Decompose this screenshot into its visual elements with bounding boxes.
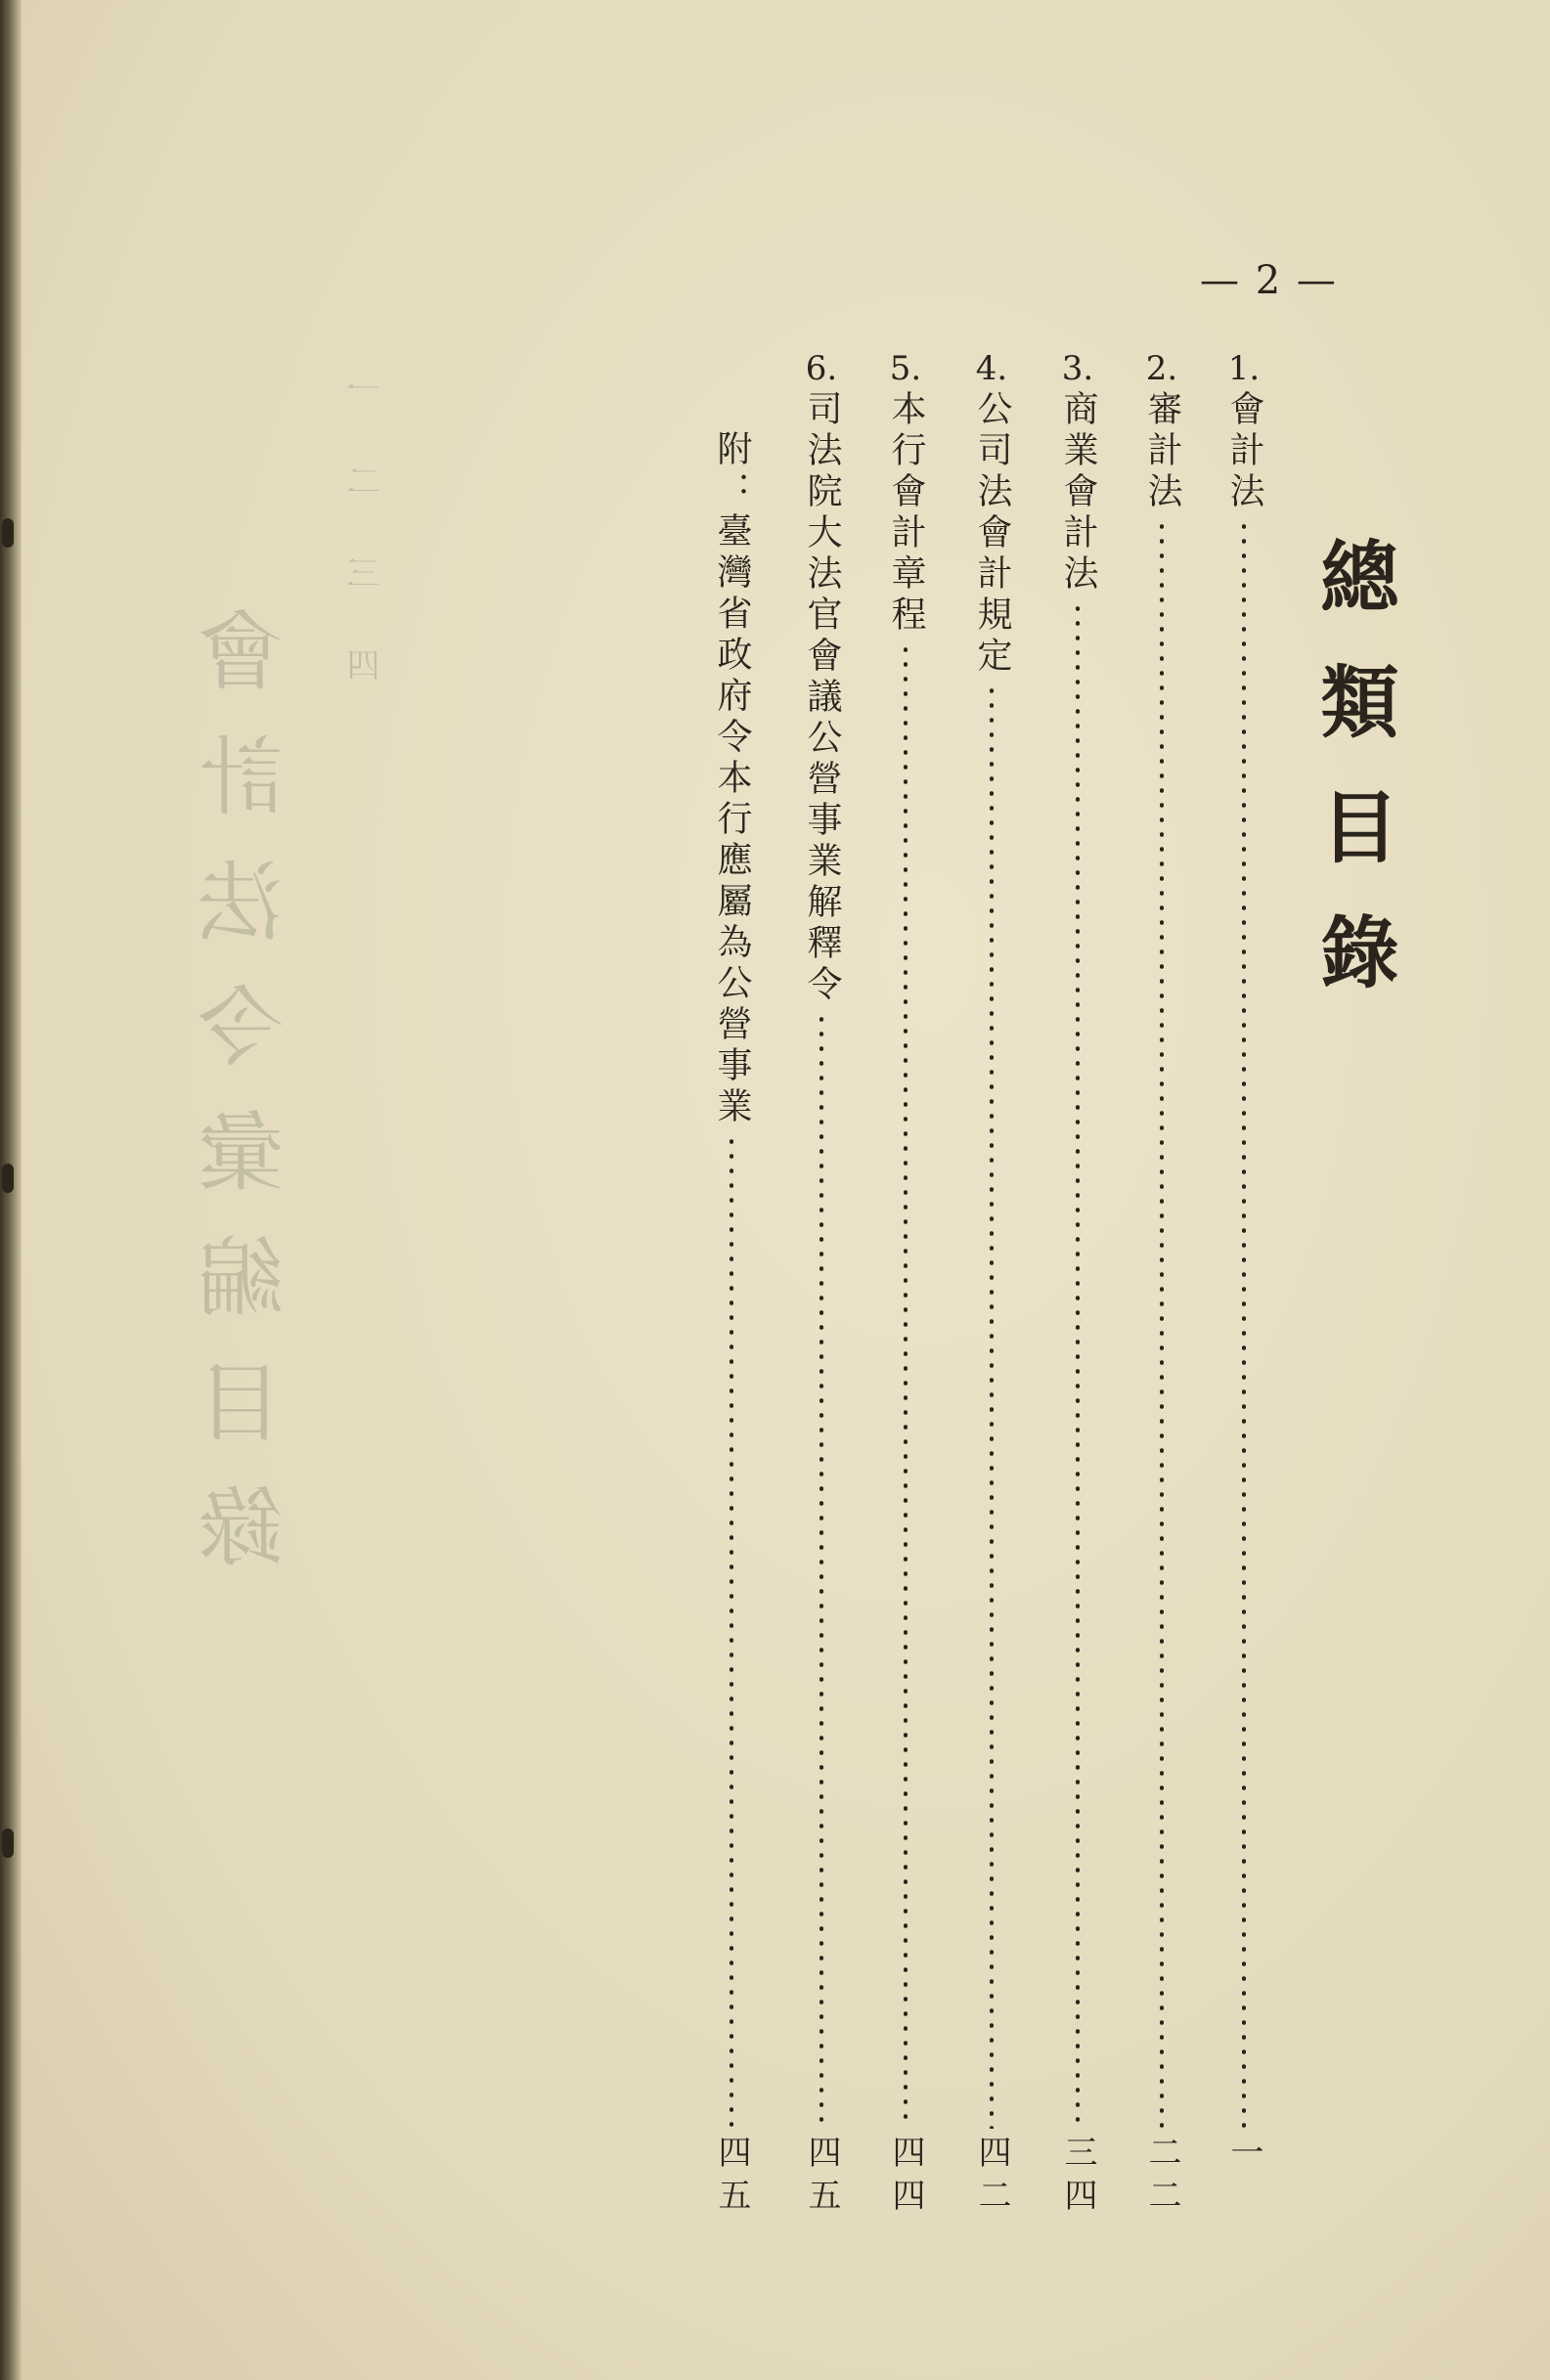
dot-leader xyxy=(730,1134,733,2129)
page-title: 總類目錄 xyxy=(1307,536,1399,1036)
entry-number: 6. xyxy=(805,349,838,388)
entry-page: 三四 xyxy=(1058,2135,1097,2221)
toc-entry[interactable] xyxy=(796,347,847,2225)
entry-number: 3. xyxy=(1061,349,1094,388)
page-number: — 2 — xyxy=(1200,258,1338,303)
entry-number: 1. xyxy=(1227,349,1261,388)
toc-entry[interactable] xyxy=(1218,347,1269,2225)
dot-leader xyxy=(990,683,994,2129)
entry-page: 二二 xyxy=(1142,2135,1181,2221)
entry-title: 本行會計章程 xyxy=(886,390,926,637)
page-binding xyxy=(0,0,22,2380)
entry-page: 一 xyxy=(1224,2135,1263,2178)
toc-entry[interactable] xyxy=(1136,347,1187,2225)
toc-entry[interactable] xyxy=(880,347,931,2225)
dot-leader xyxy=(819,1012,823,2129)
binding-hole xyxy=(2,518,14,548)
dot-leader xyxy=(1242,519,1246,2129)
toc-entry-appendix[interactable] xyxy=(706,430,757,2225)
binding-hole xyxy=(2,1829,14,1858)
binding-hole xyxy=(2,1164,14,1193)
entry-page: 四五 xyxy=(712,2135,751,2221)
entry-page: 四五 xyxy=(802,2135,841,2221)
entry-title: 司法院大法官會議公營事業解釋令 xyxy=(802,390,842,1006)
entry-title: 附：臺灣省政府令本行應屬為公營事業 xyxy=(712,430,752,1128)
entry-title: 公司法會計規定 xyxy=(972,390,1012,678)
entry-page: 四四 xyxy=(886,2135,925,2221)
entry-number: 5. xyxy=(889,349,922,388)
bleed-through-text: 會計法令彙編目錄 xyxy=(197,606,297,1608)
dot-leader xyxy=(904,642,908,2129)
bleed-through-text: 一二三四 xyxy=(347,372,386,739)
toc-entry[interactable] xyxy=(1052,347,1103,2225)
dot-leader xyxy=(1160,519,1164,2129)
toc-entry[interactable] xyxy=(966,347,1017,2225)
dot-leader xyxy=(1076,601,1080,2129)
entry-title: 會計法 xyxy=(1224,390,1264,513)
entry-title: 審計法 xyxy=(1142,390,1182,513)
entry-title: 商業會計法 xyxy=(1058,390,1098,595)
entry-page: 四二 xyxy=(972,2135,1011,2221)
entry-number: 4. xyxy=(975,349,1008,388)
entry-number: 2. xyxy=(1145,349,1178,388)
